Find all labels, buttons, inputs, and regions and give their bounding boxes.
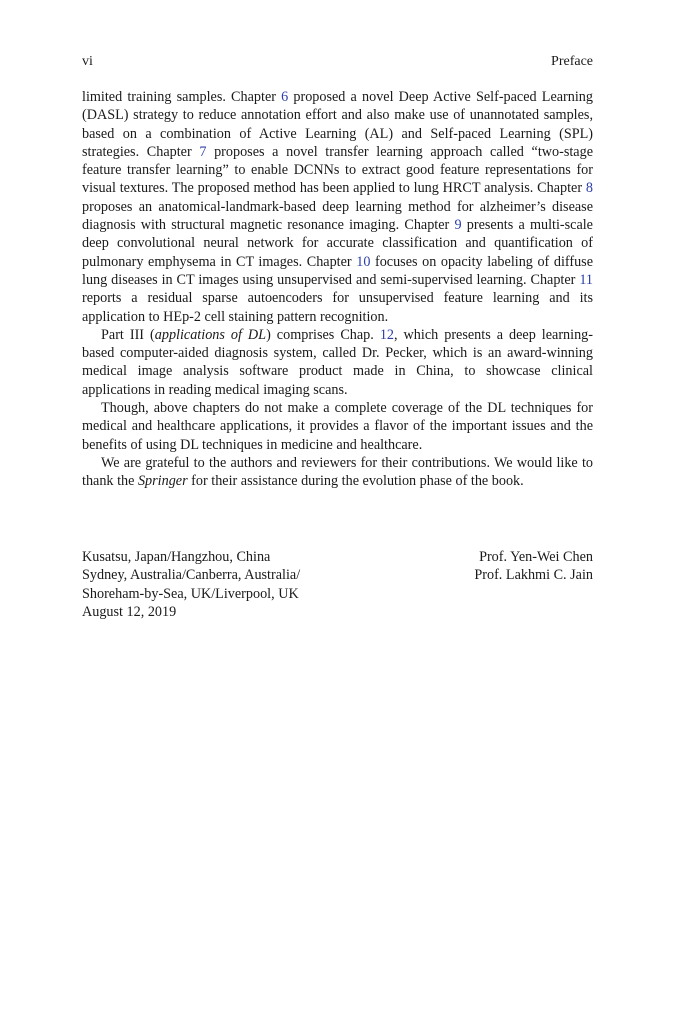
- paragraph-coverage: Though, above chapters do not make a complete coverage of the DL techniques for medical and healthcare applications, it provides a flavor of the important issues and the benefits of using DL techniques in medicine and healthcare.: [82, 400, 593, 453]
- chapter-6-link[interactable]: 6: [281, 89, 289, 105]
- paragraph-chapters-6-11: [82, 88, 593, 326]
- chapter-10-link[interactable]: 10: [356, 253, 371, 270]
- signature-names: [474, 548, 593, 585]
- place-line: Kusatsu, Japan/Hangzhou, China: [82, 549, 271, 565]
- text-run: We are grateful to the authors and reviewers for their contributions. We would like to thank the: [82, 454, 593, 490]
- text-run: focuses on opacity labeling of diffuse lung diseases in CT images using unsupervised and semi-supervised learning. Chapter: [82, 253, 593, 288]
- text-run: reports a residual sparse autoencoders for unsupervised feature learning and its application to HEp-2 cell staining pattern recognition.: [82, 290, 593, 325]
- author-name: Prof. Lakhmi C. Jain: [474, 567, 593, 584]
- text-run: proposed a novel Deep Active Self-paced Learning (DASL) strategy to reduce annotation effort and also make use of unannotated samples, based on a combination of Active Learning (AL) and Self-paced Learning (SPL) strategies. Chapter: [82, 89, 593, 160]
- text-run: proposes a novel transfer learning approach called “two-stage feature transfer learning” to enable DCNNs to extract good feature representations for visual textures. The proposed method has been applied to lung HRCT analysis. Chapter: [82, 143, 593, 197]
- chapter-9-link[interactable]: 9: [454, 217, 462, 234]
- text-run: , which presents a deep learning-based computer-aided diagnosis system, called Dr. Pecker, which is an award-winning medical image analysis software product made in China, to showcase clinical applications in reading medical imaging scans.: [82, 326, 593, 398]
- preface-body: [82, 88, 593, 491]
- paragraph-acknowledgements: [82, 454, 593, 491]
- page-number: vi: [82, 54, 93, 69]
- place-line: Sydney, Australia/Canberra, Australia/: [82, 567, 301, 584]
- running-title: Preface: [551, 54, 593, 69]
- text-run: Part III (: [101, 326, 155, 343]
- text-run: for their assistance during the evolution phase of the book.: [187, 473, 524, 490]
- chapter-7-link[interactable]: 7: [199, 143, 207, 160]
- text-run: limited training samples. Chapter: [82, 89, 282, 105]
- paragraph-part-iii: [82, 326, 593, 399]
- emphasis-text: applications of DL: [154, 326, 267, 343]
- emphasis-text: Springer: [137, 473, 188, 490]
- text-run: presents a multi-scale deep convolutional neural network for accurate classification and quantification of pulmonary emphysema in CT images. Chapter: [82, 217, 593, 270]
- chapter-8-link[interactable]: 8: [585, 180, 593, 197]
- date-line: August 12, 2019: [82, 603, 177, 620]
- place-line: Shoreham-by-Sea, UK/Liverpool, UK: [82, 585, 299, 602]
- signature-places: [82, 548, 300, 621]
- text-run: ) comprises Chap.: [266, 326, 380, 343]
- author-name: Prof. Yen-Wei Chen: [479, 549, 593, 565]
- text-run: proposes an anatomical-landmark-based deep learning method for alzheimer’s disease diagnosis with structural magnetic resonance imaging. Chapter: [82, 198, 593, 234]
- chapter-12-link[interactable]: 12: [379, 326, 395, 343]
- chapter-11-link[interactable]: 11: [579, 271, 593, 288]
